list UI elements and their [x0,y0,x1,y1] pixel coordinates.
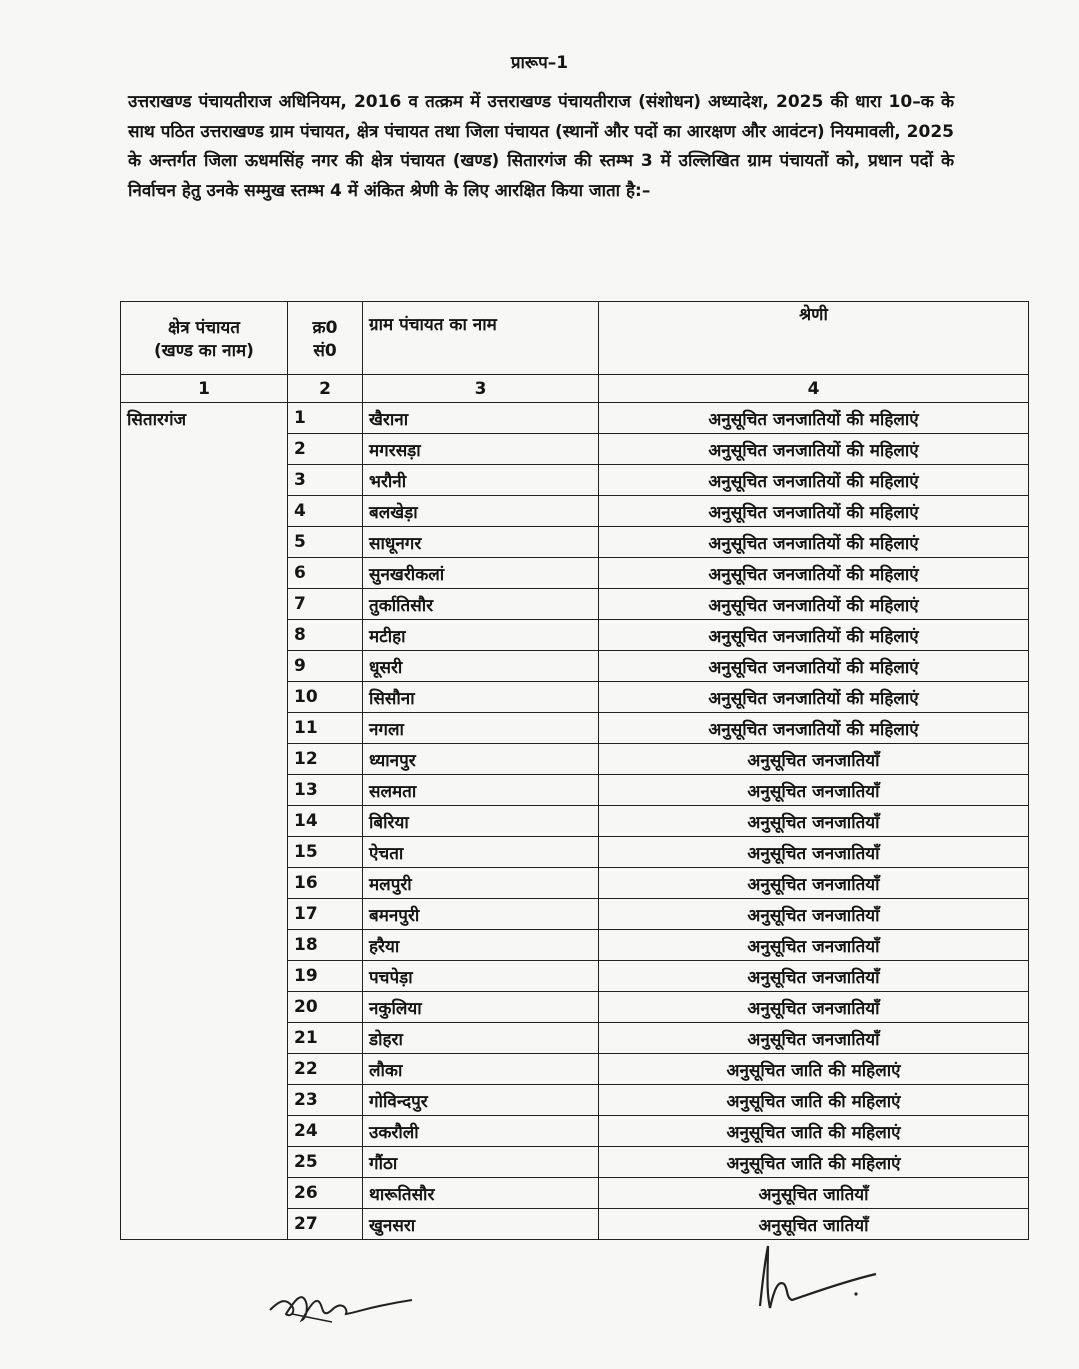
table-row [121,620,1029,651]
block-empty-cell [121,806,288,837]
category-cell: अनुसूचित जनजातियों की महिलाएं [599,465,1029,496]
village-name-cell: डोहरा [363,1023,599,1054]
serial-number-cell: 12 [288,744,363,775]
header-block [121,302,288,375]
serial-number-cell: 7 [288,589,363,620]
village-name-cell: खुनसरा [363,1209,599,1240]
serial-number-cell: 20 [288,992,363,1023]
village-name-cell: बमनपुरी [363,899,599,930]
village-name-cell: गौंठा [363,1147,599,1178]
category-cell: अनुसूचित जाति की महिलाएं [599,1054,1029,1085]
village-name-cell: साधूनगर [363,527,599,558]
village-name-cell: नगला [363,713,599,744]
village-name-cell: ध्यानपुर [363,744,599,775]
signature-right [752,1238,892,1318]
table-row [121,899,1029,930]
table-row [121,868,1029,899]
column-number-3: 3 [363,375,599,403]
block-empty-cell [121,899,288,930]
village-name-cell: ऐचता [363,837,599,868]
table-header-row [121,302,1029,375]
table-row [121,961,1029,992]
block-empty-cell [121,527,288,558]
block-empty-cell [121,713,288,744]
block-empty-cell [121,589,288,620]
category-cell: अनुसूचित जनजातियाँ [599,744,1029,775]
village-name-cell: नकुलिया [363,992,599,1023]
header-category [599,302,1029,375]
table-row [121,930,1029,961]
serial-number-cell: 11 [288,713,363,744]
table-row [121,1209,1029,1240]
block-empty-cell [121,434,288,465]
village-name-cell: गोविन्दपुर [363,1085,599,1116]
serial-number-cell: 14 [288,806,363,837]
table-row [121,465,1029,496]
table-row [121,651,1029,682]
village-name-cell: सुनखरीकलां [363,558,599,589]
village-name-cell: भरौनी [363,465,599,496]
block-empty-cell [121,744,288,775]
block-empty-cell [121,992,288,1023]
table-row [121,496,1029,527]
serial-number-cell: 26 [288,1178,363,1209]
serial-number-cell: 25 [288,1147,363,1178]
category-cell: अनुसूचित जनजातियाँ [599,806,1029,837]
column-number-1: 1 [121,375,288,403]
category-cell: अनुसूचित जनजातियाँ [599,899,1029,930]
serial-number-cell: 24 [288,1116,363,1147]
table-row [121,1054,1029,1085]
table-row [121,434,1029,465]
reservation-table [120,301,1029,1240]
village-name-cell: बलखेड़ा [363,496,599,527]
serial-number-cell: 8 [288,620,363,651]
village-name-cell: बिरिया [363,806,599,837]
table-row [121,713,1029,744]
serial-number-cell: 21 [288,1023,363,1054]
block-empty-cell [121,1023,288,1054]
village-name-cell: लौका [363,1054,599,1085]
table-row [121,558,1029,589]
category-cell: अनुसूचित जाति की महिलाएं [599,1116,1029,1147]
intro-paragraph: उत्तराखण्ड पंचायतीराज अधिनियम, 2016 व तत्क्रम में उत्तराखण्ड पंचायतीराज (संशोधन) अध्यादेश, 2025 की धारा 10–क के साथ पठित उत्तराखण्ड ग्राम पंचायत, क्षेत्र पंचायत तथा जिला पंचायत (स्थानों और पदों का आरक्षण और आवंटन) नियमावली, 2025 के अन्तर्गत जिला ऊधमसिंह नगर की क्षेत्र पंचायत (खण्ड) सितारगंज की स्तम्भ 3 में उल्लिखित ग्राम पंचायतों को, प्रधान पदों के निर्वाचन हेतु उनके सम्मुख स्तम्भ 4 में अंकित श्रेणी के लिए आरक्षित किया जाता है:– [128,92,954,201]
category-cell: अनुसूचित जनजातियाँ [599,961,1029,992]
header-village-label: ग्राम पंचायत का नाम [369,315,497,335]
header-block-line1: क्षेत्र पंचायत [168,318,240,338]
serial-number-cell: 3 [288,465,363,496]
block-empty-cell [121,620,288,651]
block-empty-cell [121,1178,288,1209]
village-name-cell: सिसौना [363,682,599,713]
village-name-cell: मगरसड़ा [363,434,599,465]
block-empty-cell [121,1116,288,1147]
block-empty-cell [121,651,288,682]
category-cell: अनुसूचित जातियाँ [599,1178,1029,1209]
table-row [121,1085,1029,1116]
serial-number-cell: 19 [288,961,363,992]
category-cell: अनुसूचित जनजातियों की महिलाएं [599,651,1029,682]
block-empty-cell [121,496,288,527]
block-empty-cell [121,558,288,589]
serial-number-cell: 10 [288,682,363,713]
category-cell: अनुसूचित जनजातियों की महिलाएं [599,558,1029,589]
category-cell: अनुसूचित जनजातियों की महिलाएं [599,682,1029,713]
table-row [121,837,1029,868]
category-cell: अनुसूचित जनजातियों की महिलाएं [599,620,1029,651]
table-row [121,1116,1029,1147]
village-name-cell: मटीहा [363,620,599,651]
table-row [121,589,1029,620]
category-cell: अनुसूचित जातियाँ [599,1209,1029,1240]
column-number-2: 2 [288,375,363,403]
table-row [121,775,1029,806]
signature-left [262,1278,422,1338]
category-cell: अनुसूचित जनजातियों की महिलाएं [599,589,1029,620]
block-empty-cell [121,930,288,961]
serial-number-cell: 18 [288,930,363,961]
header-block-line2: (खण्ड का नाम) [154,341,254,361]
category-cell: अनुसूचित जनजातियाँ [599,1023,1029,1054]
header-sno [288,302,363,375]
category-cell: अनुसूचित जनजातियाँ [599,868,1029,899]
village-name-cell: धूसरी [363,651,599,682]
serial-number-cell: 13 [288,775,363,806]
block-empty-cell [121,1147,288,1178]
block-empty-cell [121,682,288,713]
village-name-cell: खैराना [363,403,599,434]
table-row [121,682,1029,713]
header-category-label: श्रेणी [799,305,828,325]
table-row [121,1023,1029,1054]
block-empty-cell [121,1054,288,1085]
serial-number-cell: 4 [288,496,363,527]
category-cell: अनुसूचित जनजातियों की महिलाएं [599,527,1029,558]
category-cell: अनुसूचित जनजातियाँ [599,992,1029,1023]
serial-number-cell: 22 [288,1054,363,1085]
table-row [121,1147,1029,1178]
header-sno-line1: क्र0 [312,318,338,338]
serial-number-cell: 16 [288,868,363,899]
category-cell: अनुसूचित जनजातियों की महिलाएं [599,496,1029,527]
serial-number-cell: 27 [288,1209,363,1240]
table-row [121,1178,1029,1209]
block-empty-cell [121,1209,288,1240]
category-cell: अनुसूचित जनजातियों की महिलाएं [599,713,1029,744]
block-empty-cell [121,775,288,806]
category-cell: अनुसूचित जनजातियों की महिलाएं [599,434,1029,465]
category-cell: अनुसूचित जनजातियाँ [599,930,1029,961]
category-cell: अनुसूचित जाति की महिलाएं [599,1085,1029,1116]
serial-number-cell: 15 [288,837,363,868]
table-row [121,806,1029,837]
serial-number-cell: 17 [288,899,363,930]
serial-number-cell: 9 [288,651,363,682]
village-name-cell: मलपुरी [363,868,599,899]
column-number-row [121,375,1029,403]
block-empty-cell [121,1085,288,1116]
block-empty-cell [121,868,288,899]
block-name-cell: सितारगंज [121,403,288,434]
category-cell: अनुसूचित जनजातियाँ [599,775,1029,806]
table-body [121,403,1029,1240]
header-sno-line2: सं0 [313,341,337,361]
block-empty-cell [121,465,288,496]
table-row [121,992,1029,1023]
column-number-4: 4 [599,375,1029,403]
village-name-cell: हरैया [363,930,599,961]
village-name-cell: पचपेड़ा [363,961,599,992]
form-title: प्रारूप–1 [510,53,569,73]
table-row [121,744,1029,775]
category-cell: अनुसूचित जनजातियों की महिलाएं [599,403,1029,434]
serial-number-cell: 23 [288,1085,363,1116]
block-empty-cell [121,837,288,868]
table-row [121,527,1029,558]
serial-number-cell: 5 [288,527,363,558]
village-name-cell: उकरौली [363,1116,599,1147]
table-row [121,403,1029,434]
village-name-cell: तुर्कातिसौर [363,589,599,620]
category-cell: अनुसूचित जाति की महिलाएं [599,1147,1029,1178]
village-name-cell: सलमता [363,775,599,806]
serial-number-cell: 2 [288,434,363,465]
serial-number-cell: 6 [288,558,363,589]
village-name-cell: थारूतिसौर [363,1178,599,1209]
serial-number-cell: 1 [288,403,363,434]
category-cell: अनुसूचित जनजातियाँ [599,837,1029,868]
block-empty-cell [121,961,288,992]
header-village [363,302,599,375]
